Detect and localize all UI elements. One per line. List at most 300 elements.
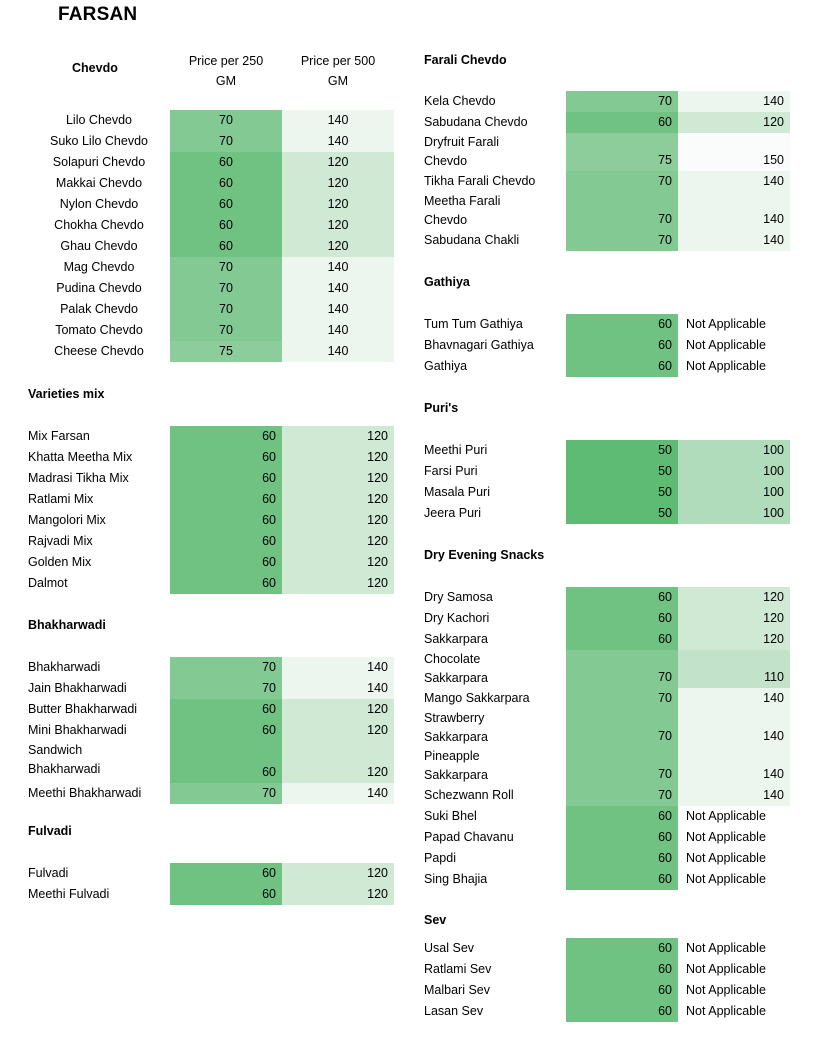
price-250-cell xyxy=(566,192,678,230)
price-250-value: 50 xyxy=(658,443,672,457)
price-250-value: 50 xyxy=(658,485,672,499)
table-row xyxy=(424,91,790,112)
price-500-cell xyxy=(678,335,790,356)
table-row xyxy=(28,573,394,594)
price-250-value: 60 xyxy=(262,534,276,548)
price-500-cell xyxy=(678,688,790,709)
price-250-cell xyxy=(566,709,678,747)
price-500-header-line2: GM xyxy=(327,74,349,88)
item-name: Mix Farsan xyxy=(28,429,90,443)
price-250-value: 60 xyxy=(658,983,672,997)
price-500-cell xyxy=(282,699,394,720)
price-500-value: 120 xyxy=(367,887,388,901)
table-row xyxy=(424,503,790,524)
price-250-cell xyxy=(170,278,282,299)
table-row xyxy=(28,884,394,905)
price-250-cell xyxy=(566,806,678,827)
table-row xyxy=(28,278,394,299)
table-row xyxy=(424,709,790,747)
table-row xyxy=(424,688,790,709)
price-250-cell xyxy=(170,299,282,320)
price-500-value: 120 xyxy=(367,576,388,590)
table-row xyxy=(424,112,790,133)
price-250-cell xyxy=(566,461,678,482)
table-row xyxy=(424,171,790,192)
price-500-cell xyxy=(678,171,790,192)
price-250-value: 60 xyxy=(658,941,672,955)
item-name: Suko Lilo Chevdo xyxy=(50,134,148,148)
item-name: Sing Bhajia xyxy=(424,872,488,886)
price-500-value: Not Applicable xyxy=(686,941,766,955)
price-250-cell xyxy=(170,657,282,678)
table-row xyxy=(28,678,394,699)
price-500-value: 120 xyxy=(763,632,784,646)
price-250-value: 60 xyxy=(658,830,672,844)
price-500-value: 120 xyxy=(367,765,388,779)
price-500-value: 140 xyxy=(367,681,388,695)
price-250-cell xyxy=(170,173,282,194)
table-row xyxy=(424,314,790,335)
price-250-cell xyxy=(566,848,678,869)
price-250-cell xyxy=(566,1001,678,1022)
price-500-header-line1: Price per 500 xyxy=(300,54,376,68)
price-250-cell xyxy=(566,938,678,959)
table-row xyxy=(28,657,394,678)
price-500-cell xyxy=(282,783,394,804)
price-250-value: 70 xyxy=(219,281,233,295)
price-500-value: 120 xyxy=(763,115,784,129)
table-row xyxy=(28,131,394,152)
price-500-value: 140 xyxy=(763,691,784,705)
price-500-cell xyxy=(282,489,394,510)
item-name: Dalmot xyxy=(28,576,68,590)
table-row xyxy=(424,192,790,230)
item-name: Dry Kachori xyxy=(424,611,490,625)
price-500-cell xyxy=(282,552,394,573)
item-name: Kela Chevdo xyxy=(424,94,496,108)
price-500-value: 120 xyxy=(763,590,784,604)
price-500-value: 120 xyxy=(367,866,388,880)
price-500-cell xyxy=(282,863,394,884)
price-250-cell xyxy=(170,699,282,720)
price-250-value: 60 xyxy=(262,866,276,880)
item-name: Butter Bhakharwadi xyxy=(28,702,138,716)
price-250-value: 60 xyxy=(219,218,233,232)
item-name: Fulvadi xyxy=(28,866,69,880)
price-500-value: 100 xyxy=(763,443,784,457)
price-500-value: 140 xyxy=(327,260,349,274)
price-250-cell xyxy=(566,112,678,133)
section-heading: Farali Chevdo xyxy=(424,53,507,67)
price-250-cell xyxy=(170,783,282,804)
item-name: Lilo Chevdo xyxy=(65,113,132,127)
price-500-cell xyxy=(678,91,790,112)
price-500-cell xyxy=(282,131,394,152)
price-500-cell xyxy=(678,608,790,629)
price-500-value: Not Applicable xyxy=(686,851,766,865)
item-name: Rajvadi Mix xyxy=(28,534,93,548)
price-500-cell xyxy=(678,192,790,230)
price-250-value: 60 xyxy=(219,155,233,169)
price-500-value: Not Applicable xyxy=(686,1004,766,1018)
item-name: Mini Bhakharwadi xyxy=(28,723,127,737)
price-500-value: 110 xyxy=(764,670,784,684)
price-250-cell xyxy=(170,531,282,552)
price-500-value: 120 xyxy=(327,176,349,190)
price-250-value: 60 xyxy=(658,962,672,976)
price-250-cell xyxy=(566,629,678,650)
table-row xyxy=(424,959,790,980)
item-name: Schezwann Roll xyxy=(424,788,514,802)
item-name: Gathiya xyxy=(424,359,468,373)
price-250-value: 60 xyxy=(658,632,672,646)
item-name: Bhakharwadi xyxy=(28,660,101,674)
price-500-value: 140 xyxy=(763,788,784,802)
price-250-value: 70 xyxy=(262,660,276,674)
price-250-cell xyxy=(566,440,678,461)
table-row xyxy=(28,173,394,194)
price-250-value: 75 xyxy=(658,153,672,167)
price-500-value: 140 xyxy=(367,660,388,674)
table-row xyxy=(28,110,394,131)
price-250-value: 60 xyxy=(262,450,276,464)
item-name: Usal Sev xyxy=(424,941,475,955)
price-250-value: 60 xyxy=(658,809,672,823)
table-row xyxy=(28,489,394,510)
price-250-cell xyxy=(170,447,282,468)
price-500-cell xyxy=(678,356,790,377)
price-500-cell xyxy=(282,278,394,299)
price-250-value: 70 xyxy=(219,113,233,127)
section-heading: Puri's xyxy=(424,401,459,415)
section-heading: Gathiya xyxy=(424,275,470,289)
item-name: Makkai Chevdo xyxy=(55,176,143,190)
price-250-value: 60 xyxy=(262,429,276,443)
table-row xyxy=(28,783,394,804)
price-250-value: 60 xyxy=(262,513,276,527)
table-row xyxy=(424,848,790,869)
table-row xyxy=(424,230,790,251)
price-500-value: 140 xyxy=(327,134,349,148)
price-250-cell xyxy=(566,650,678,688)
price-500-value: 140 xyxy=(367,786,388,800)
price-500-value: 100 xyxy=(763,485,784,499)
price-500-value: Not Applicable xyxy=(686,983,766,997)
price-250-value: 70 xyxy=(658,94,672,108)
price-250-cell xyxy=(170,110,282,131)
price-500-cell xyxy=(282,884,394,905)
price-250-cell xyxy=(566,171,678,192)
price-250-cell xyxy=(170,678,282,699)
price-250-cell xyxy=(170,468,282,489)
price-250-cell xyxy=(566,688,678,709)
item-name: Bhavnagari Gathiya xyxy=(424,338,534,352)
table-row xyxy=(28,741,394,783)
item-name: Mag Chevdo xyxy=(63,260,135,274)
table-row xyxy=(424,827,790,848)
price-250-value: 60 xyxy=(658,1004,672,1018)
table-row xyxy=(28,194,394,215)
price-500-cell xyxy=(678,482,790,503)
item-name: Ratlami Mix xyxy=(28,492,94,506)
price-500-cell xyxy=(282,236,394,257)
price-500-cell xyxy=(282,447,394,468)
price-500-cell xyxy=(678,709,790,747)
item-name: Papdi xyxy=(424,851,456,865)
table-row xyxy=(424,785,790,806)
price-500-value: 140 xyxy=(763,174,784,188)
price-250-value: 60 xyxy=(262,887,276,901)
section-heading: Dry Evening Snacks xyxy=(424,548,545,562)
price-250-value: 70 xyxy=(658,212,672,226)
item-name: Sakkarpara xyxy=(424,632,488,646)
price-250-value: 60 xyxy=(262,765,276,779)
item-name: Ratlami Sev xyxy=(424,962,492,976)
item-name: Pineapple Sakkarpara xyxy=(424,749,488,782)
price-500-cell xyxy=(678,827,790,848)
price-250-cell xyxy=(170,884,282,905)
price-250-value: 60 xyxy=(658,611,672,625)
price-500-value: 120 xyxy=(367,702,388,716)
price-250-cell xyxy=(566,959,678,980)
price-250-cell xyxy=(170,152,282,173)
price-500-value: Not Applicable xyxy=(686,317,766,331)
price-500-cell xyxy=(282,215,394,236)
price-250-cell xyxy=(566,608,678,629)
price-250-value: 70 xyxy=(658,233,672,247)
price-250-cell xyxy=(170,426,282,447)
price-500-cell xyxy=(282,257,394,278)
table-row xyxy=(28,236,394,257)
price-500-value: Not Applicable xyxy=(686,830,766,844)
price-500-header xyxy=(282,51,394,91)
section-heading: Varieties mix xyxy=(28,387,105,401)
price-500-value: Not Applicable xyxy=(686,962,766,976)
item-name: Meethi Bhakharwadi xyxy=(28,786,142,800)
item-name: Dryfruit Farali Chevdo xyxy=(424,135,500,168)
price-250-value: 70 xyxy=(262,681,276,695)
price-250-cell xyxy=(170,215,282,236)
price-250-value: 70 xyxy=(658,691,672,705)
price-500-cell xyxy=(282,152,394,173)
table-row xyxy=(424,747,790,785)
price-500-value: 140 xyxy=(763,94,784,108)
price-500-value: 120 xyxy=(367,534,388,548)
table-row xyxy=(28,215,394,236)
table-row xyxy=(424,650,790,688)
price-250-cell xyxy=(566,747,678,785)
price-500-cell xyxy=(678,629,790,650)
price-500-cell xyxy=(678,440,790,461)
price-250-value: 60 xyxy=(658,590,672,604)
price-500-value: 100 xyxy=(763,506,784,520)
price-250-cell xyxy=(566,785,678,806)
item-name: Nylon Chevdo xyxy=(59,197,139,211)
price-250-cell xyxy=(170,552,282,573)
price-500-cell xyxy=(678,587,790,608)
price-250-cell xyxy=(170,257,282,278)
price-250-value: 60 xyxy=(658,872,672,886)
item-name: Madrasi Tikha Mix xyxy=(28,471,129,485)
price-250-value: 70 xyxy=(658,729,672,743)
price-500-cell xyxy=(678,133,790,171)
price-500-cell xyxy=(282,573,394,594)
price-250-cell xyxy=(566,587,678,608)
price-500-cell xyxy=(678,650,790,688)
price-500-cell xyxy=(282,531,394,552)
price-500-cell xyxy=(282,657,394,678)
item-name: Cheese Chevdo xyxy=(54,344,144,358)
price-250-cell xyxy=(170,236,282,257)
item-name: Malbari Sev xyxy=(424,983,490,997)
price-500-value: 120 xyxy=(763,611,784,625)
price-500-value: 120 xyxy=(367,723,388,737)
item-name: Tum Tum Gathiya xyxy=(424,317,523,331)
price-250-cell xyxy=(566,482,678,503)
item-name: Papad Chavanu xyxy=(424,830,514,844)
price-250-value: 70 xyxy=(219,260,233,274)
price-500-value: 140 xyxy=(763,233,784,247)
price-500-value: 150 xyxy=(763,153,784,167)
price-250-value: 60 xyxy=(262,555,276,569)
price-500-cell xyxy=(678,869,790,890)
price-250-cell xyxy=(170,510,282,531)
price-250-cell xyxy=(170,194,282,215)
price-250-value: 50 xyxy=(658,506,672,520)
price-250-cell xyxy=(170,320,282,341)
price-500-value: 120 xyxy=(327,218,349,232)
price-500-value: 140 xyxy=(327,113,349,127)
price-250-value: 60 xyxy=(658,115,672,129)
price-500-value: 120 xyxy=(367,450,388,464)
price-500-value: 140 xyxy=(763,767,784,781)
price-250-value: 60 xyxy=(658,851,672,865)
table-row xyxy=(28,299,394,320)
item-name: Palak Chevdo xyxy=(60,302,138,316)
price-500-cell xyxy=(678,938,790,959)
price-500-cell xyxy=(282,299,394,320)
table-row xyxy=(28,699,394,720)
price-250-value: 60 xyxy=(219,239,233,253)
item-name: Ghau Chevdo xyxy=(60,239,138,253)
item-name: Meethi Puri xyxy=(424,443,488,457)
section-heading: Sev xyxy=(424,913,447,927)
price-500-cell xyxy=(678,980,790,1001)
price-500-value: 140 xyxy=(327,344,349,358)
price-500-value: 120 xyxy=(327,239,349,253)
table-row xyxy=(28,152,394,173)
price-250-value: 60 xyxy=(658,338,672,352)
price-500-cell xyxy=(282,678,394,699)
price-500-cell xyxy=(282,468,394,489)
price-500-cell xyxy=(678,959,790,980)
price-500-value: 140 xyxy=(763,212,784,226)
price-500-cell xyxy=(282,110,394,131)
item-name: Lasan Sev xyxy=(424,1004,484,1018)
price-250-value: 50 xyxy=(658,464,672,478)
page-title: FARSAN xyxy=(58,4,138,25)
table-row xyxy=(28,552,394,573)
section-heading: Fulvadi xyxy=(28,824,72,838)
price-250-cell xyxy=(566,827,678,848)
price-250-value: 70 xyxy=(658,767,672,781)
price-500-cell xyxy=(282,510,394,531)
price-250-cell xyxy=(566,869,678,890)
table-row xyxy=(424,1001,790,1022)
item-name: Meetha Farali Chevdo xyxy=(424,194,501,227)
item-name: Meethi Fulvadi xyxy=(28,887,110,901)
table-row xyxy=(28,510,394,531)
price-500-cell xyxy=(678,314,790,335)
section-heading: Bhakharwadi xyxy=(28,618,106,632)
price-250-value: 60 xyxy=(262,492,276,506)
price-500-value: 120 xyxy=(327,197,349,211)
price-250-cell xyxy=(566,133,678,171)
price-500-value: Not Applicable xyxy=(686,809,766,823)
price-250-value: 75 xyxy=(219,344,233,358)
price-250-header xyxy=(170,51,282,91)
price-250-value: 70 xyxy=(658,174,672,188)
price-500-value: 120 xyxy=(367,492,388,506)
table-row xyxy=(424,461,790,482)
price-250-value: 60 xyxy=(262,723,276,737)
table-row xyxy=(424,869,790,890)
price-500-cell xyxy=(282,194,394,215)
price-500-value: 120 xyxy=(367,471,388,485)
table-row xyxy=(424,608,790,629)
table-row xyxy=(424,587,790,608)
table-row xyxy=(28,468,394,489)
chevdo-section-heading: Chevdo xyxy=(72,61,118,75)
table-row xyxy=(424,133,790,171)
price-250-header-line1: Price per 250 xyxy=(188,54,264,68)
price-250-value: 70 xyxy=(262,786,276,800)
price-250-cell xyxy=(170,573,282,594)
price-250-value: 60 xyxy=(262,471,276,485)
price-250-cell xyxy=(566,314,678,335)
item-name: Sandwich Bhakharwadi xyxy=(28,743,101,776)
price-250-value: 60 xyxy=(658,317,672,331)
price-250-cell xyxy=(566,356,678,377)
table-row xyxy=(28,320,394,341)
price-250-value: 60 xyxy=(219,197,233,211)
price-250-value: 60 xyxy=(219,176,233,190)
price-500-cell xyxy=(282,320,394,341)
price-250-cell xyxy=(566,91,678,112)
price-500-cell xyxy=(282,426,394,447)
table-row xyxy=(28,426,394,447)
price-500-cell xyxy=(282,341,394,362)
price-500-value: 100 xyxy=(763,464,784,478)
price-250-cell xyxy=(170,489,282,510)
item-name: Jain Bhakharwadi xyxy=(28,681,127,695)
price-250-cell xyxy=(566,503,678,524)
item-name: Farsi Puri xyxy=(424,464,478,478)
table-row xyxy=(424,806,790,827)
price-250-value: 70 xyxy=(219,302,233,316)
price-500-cell xyxy=(282,741,394,783)
price-250-value: 60 xyxy=(262,702,276,716)
price-500-cell xyxy=(678,785,790,806)
table-row xyxy=(424,938,790,959)
price-500-value: 120 xyxy=(367,429,388,443)
price-250-value: 70 xyxy=(658,670,672,684)
price-250-cell xyxy=(566,230,678,251)
price-500-value: Not Applicable xyxy=(686,872,766,886)
price-500-cell xyxy=(678,1001,790,1022)
table-row xyxy=(424,335,790,356)
price-500-value: 120 xyxy=(367,513,388,527)
